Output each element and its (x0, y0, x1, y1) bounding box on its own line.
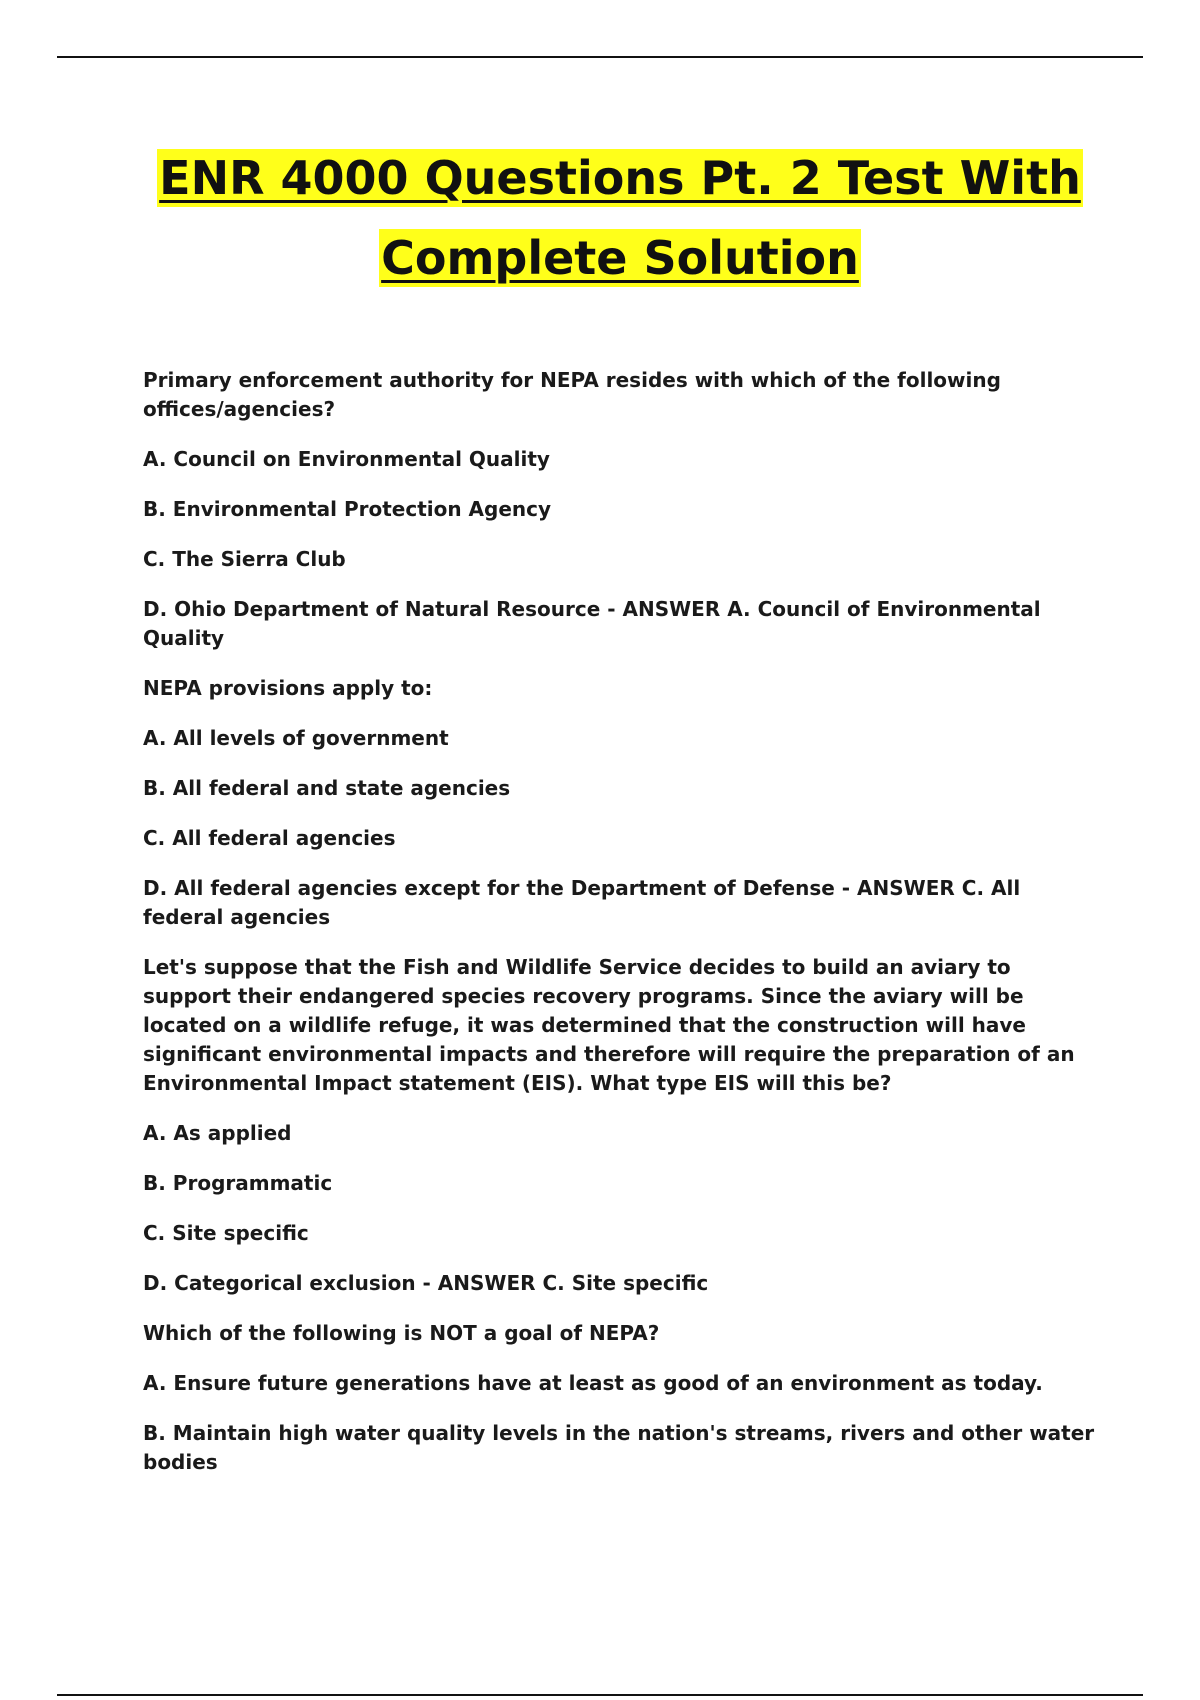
question-4-text: Which of the following is NOT a goal of NEPA? (143, 1321, 660, 1345)
title-line-1: ENR 4000 Questions Pt. 2 Test With (159, 151, 1081, 205)
top-rule (57, 56, 1143, 58)
question-3-option-a: A. As applied (143, 1121, 292, 1145)
question-1-option-d-answer: D. Ohio Department of Natural Resource - ANSWER A. Council of Environmental Quality (143, 597, 1041, 650)
question-3-option-d-answer: D. Categorical exclusion - ANSWER C. Site specific (143, 1271, 709, 1295)
question-2-option-b: B. All federal and state agencies (143, 776, 511, 800)
question-4-option-b: B. Maintain high water quality levels in the nation's streams, rivers and other water bodies (143, 1421, 1095, 1474)
document-title (60, 138, 1180, 298)
question-1-option-b: B. Environmental Protection Agency (143, 497, 552, 521)
question-2-option-c: C. All federal agencies (143, 826, 396, 850)
bottom-rule (57, 1694, 1143, 1696)
question-1-option-c: C. The Sierra Club (143, 547, 346, 571)
question-3-text: Let's suppose that the Fish and Wildlife Service decides to build an aviary to support their endangered species recovery programs. Since the aviary will be located on a wildlife refuge, it was determined that the construction will have significant environmental impacts and therefore will require the preparation of an Environmental Impact statement (EIS). What type EIS will this be? (143, 955, 1075, 1095)
question-2-option-d-answer: D. All federal agencies except for the Department of Defense - ANSWER C. All federal agencies (143, 876, 1021, 929)
question-3-option-c: C. Site specific (143, 1221, 309, 1245)
question-4-option-a: A. Ensure future generations have at least as good of an environment as today. (143, 1371, 1043, 1395)
question-2-text: NEPA provisions apply to: (143, 676, 433, 700)
document-body (143, 366, 1103, 1498)
question-1-text: Primary enforcement authority for NEPA resides with which of the following offices/agencies? (143, 368, 1001, 421)
question-1-option-a: A. Council on Environmental Quality (143, 447, 550, 471)
question-3-option-b: B. Programmatic (143, 1171, 333, 1195)
question-2-option-a: A. All levels of government (143, 726, 449, 750)
title-line-2: Complete Solution (381, 231, 859, 285)
